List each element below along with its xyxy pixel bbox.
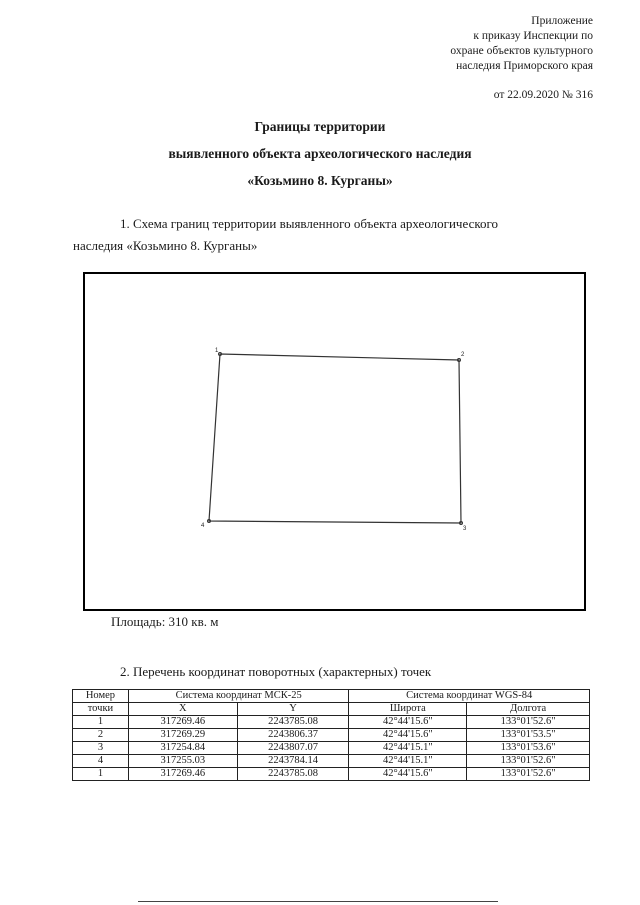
cell-x: 317269.46	[128, 716, 237, 729]
table-header-row-2	[73, 703, 590, 716]
cell-x: 317269.46	[128, 768, 237, 781]
boundary-polygon	[209, 354, 461, 523]
cell-x: 317254.84	[128, 742, 237, 755]
cell-point: 1	[73, 768, 129, 781]
header-latitude: Широта	[349, 703, 467, 716]
cell-latitude: 42°44'15.1"	[349, 755, 467, 768]
table-row	[73, 768, 590, 781]
cell-latitude: 42°44'15.6"	[349, 768, 467, 781]
point-label-1: 1	[215, 348, 219, 354]
header-longitude: Долгота	[467, 703, 590, 716]
cell-longitude: 133°01'52.6"	[467, 755, 590, 768]
boundary-scheme	[83, 272, 586, 611]
appendix-line-1: Приложение	[531, 15, 593, 27]
section-2-title: 2. Перечень координат поворотных (характерных) точек	[120, 664, 432, 679]
cell-point: 1	[73, 716, 129, 729]
header-y: Y	[237, 703, 349, 716]
table-header-row-1	[73, 690, 590, 703]
cell-y: 2243785.08	[237, 768, 349, 781]
table-row	[73, 716, 590, 729]
cell-point: 2	[73, 729, 129, 742]
cell-longitude: 133°01'53.6"	[467, 742, 590, 755]
document-title-line-2: выявленного объекта археологического наследия	[168, 146, 472, 161]
point-label-2: 2	[461, 352, 465, 358]
cell-x: 317255.03	[128, 755, 237, 768]
cell-y: 2243784.14	[237, 755, 349, 768]
cell-latitude: 42°44'15.6"	[349, 716, 467, 729]
header-x: X	[128, 703, 237, 716]
cell-longitude: 133°01'52.6"	[467, 768, 590, 781]
header-wgs84: Система координат WGS-84	[349, 690, 590, 703]
header-point-number-text: Номер	[85, 690, 116, 701]
cell-y: 2243806.37	[237, 729, 349, 742]
cell-y: 2243807.07	[237, 742, 349, 755]
appendix-line-3: охране объектов культурного	[450, 45, 593, 57]
cell-point: 3	[73, 742, 129, 755]
cell-y: 2243785.08	[237, 716, 349, 729]
section-1-line-2: наследия «Козьмино 8. Курганы»	[73, 238, 258, 253]
cell-point: 4	[73, 755, 129, 768]
table-row	[73, 729, 590, 742]
appendix-header	[450, 14, 593, 74]
boundary-drawing	[85, 274, 584, 609]
header-msk25: Система координат МСК-25	[128, 690, 349, 703]
point-label-3: 3	[463, 526, 467, 532]
table-row	[73, 755, 590, 768]
appendix-line-2: к приказу Инспекции по	[473, 30, 593, 42]
order-reference: от 22.09.2020 № 316	[493, 89, 593, 101]
cell-longitude: 133°01'53.5"	[467, 729, 590, 742]
document-title-line-3: «Козьмино 8. Курганы»	[247, 173, 393, 188]
table-row	[73, 742, 590, 755]
cell-longitude: 133°01'52.6"	[467, 716, 590, 729]
bottom-divider	[138, 901, 498, 902]
coordinates-table	[72, 689, 590, 781]
header-point-number-2: точки	[73, 703, 129, 716]
area-label: Площадь: 310 кв. м	[111, 614, 219, 629]
cell-latitude: 42°44'15.6"	[349, 729, 467, 742]
appendix-line-4: наследия Приморского края	[456, 60, 593, 72]
point-label-4: 4	[201, 523, 205, 529]
cell-x: 317269.29	[128, 729, 237, 742]
document-title-line-1: Границы территории	[254, 119, 386, 134]
section-1-line-1: 1. Схема границ территории выявленного объекта археологического	[120, 216, 499, 231]
cell-latitude: 42°44'15.1"	[349, 742, 467, 755]
header-point-number	[73, 690, 129, 703]
